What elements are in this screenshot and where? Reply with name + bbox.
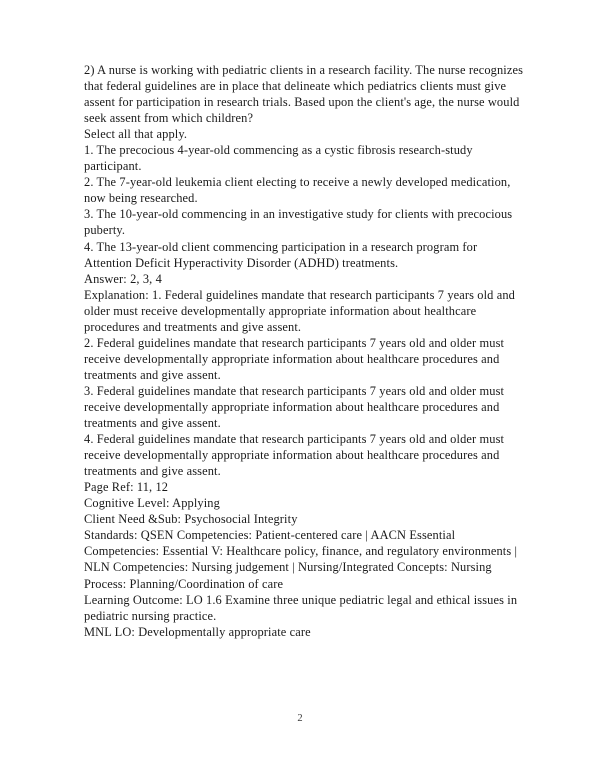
- explanation-4: 4. Federal guidelines mandate that research participants 7 years old and older must receive developmentally appropriate information about healthcare procedures and treatments and give assent.: [84, 432, 505, 479]
- question-stem: 2) A nurse is working with pediatric clients in a research facility. The nurse recognizes that federal guidelines are in place that delineate which pediatrics clients must give assent for participation in research trials. Based upon the client's age, the nurse would seek assent from which children?: [84, 63, 524, 126]
- mnl-lo-line: MNL LO: Developmentally appropriate care: [84, 624, 311, 639]
- answer-option-2: 2. The 7-year-old leukemia client electing to receive a newly developed medication, now being researched.: [84, 175, 511, 206]
- cognitive-level-line: Cognitive Level: Applying: [84, 496, 220, 511]
- explanation-1: Explanation: 1. Federal guidelines mandate that research participants 7 years old and older must receive developmentally appropriate information about healthcare procedures and treatments and give assent.: [84, 287, 515, 334]
- document-body: [84, 62, 524, 640]
- page-ref-line: Page Ref: 11, 12: [84, 480, 169, 495]
- standards-line: Standards: QSEN Competencies: Patient-centered care | AACN Essential Competencies: Essential V: Healthcare policy, finance, and regulatory environments | NLN Competencies: Nursing judgement | Nursing/Integrated Concepts: Nursing Process: Planning/Coordination of care: [84, 528, 518, 591]
- page-number: 2: [297, 713, 303, 724]
- select-all-instruction: Select all that apply.: [84, 127, 188, 142]
- answer-option-3: 3. The 10-year-old commencing in an investigative study for clients with precocious puberty.: [84, 207, 513, 238]
- explanation-3: 3. Federal guidelines mandate that research participants 7 years old and older must receive developmentally appropriate information about healthcare procedures and treatments and give assent.: [84, 383, 505, 431]
- answer-line: Answer: 2, 3, 4: [84, 271, 162, 286]
- client-need-line: Client Need &Sub: Psychosocial Integrity: [84, 512, 298, 527]
- learning-outcome-line: Learning Outcome: LO 1.6 Examine three unique pediatric legal and ethical issues in pediatric nursing practice.: [84, 592, 518, 623]
- answer-option-4: 4. The 13-year-old client commencing participation in a research program for Attention Deficit Hyperactivity Disorder (ADHD) treatments.: [84, 239, 478, 270]
- explanation-2: 2. Federal guidelines mandate that research participants 7 years old and older must receive developmentally appropriate information about healthcare procedures and treatments and give assent.: [84, 335, 505, 382]
- answer-option-1: 1. The precocious 4-year-old commencing as a cystic fibrosis research-study participant.: [84, 143, 473, 174]
